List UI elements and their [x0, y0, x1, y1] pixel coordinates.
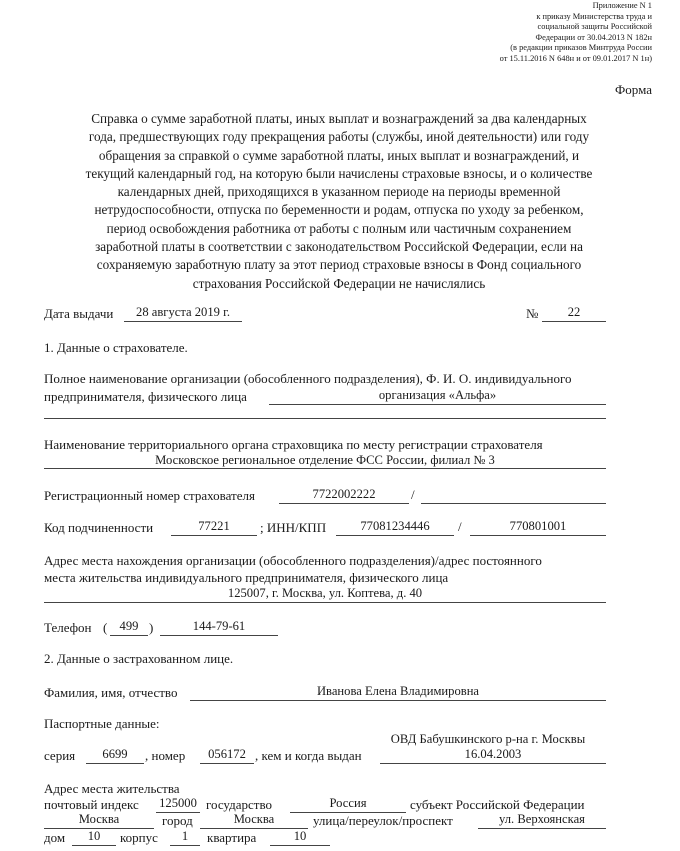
annex-line: к приказу Министерства труда и: [536, 11, 652, 21]
series-value: 6699: [102, 747, 128, 761]
org-name-label-1: Полное наименование организации (обособленного подразделения), Ф. И. О. индивидуального: [44, 371, 572, 386]
phone-label: Телефон: [44, 620, 92, 635]
reg-number-separator: /: [411, 487, 415, 502]
reg-number-label: Регистрационный номер страхователя: [44, 488, 255, 503]
address-underline: [44, 602, 606, 603]
inn-kpp-separator: /: [458, 519, 462, 534]
fio-value: Иванова Елена Владимировна: [316, 684, 480, 698]
issued-by-label: , кем и когда выдан: [255, 748, 362, 763]
annex-line: от 15.11.2016 N 648н и от 09.01.2017 N 1н): [499, 53, 652, 63]
issue-date-value: 28 августа 2019 г.: [136, 305, 230, 319]
house-underline: [72, 845, 116, 846]
series-underline: [86, 763, 144, 764]
section1-heading: 1. Данные о страхователе.: [44, 340, 188, 355]
subordination-code-label: Код подчиненности: [44, 520, 154, 535]
territorial-body-label: Наименование территориального органа страховщика по месту регистрации страхователя: [44, 437, 543, 452]
house-label: дом: [44, 830, 66, 845]
flat-value: 10: [293, 829, 307, 843]
korpus-underline: [170, 845, 200, 846]
fio-label: Фамилия, имя, отчество: [44, 685, 178, 700]
title-line: календарных дней, приходящихся в указанном периоде на периоды временной: [117, 184, 561, 200]
title-line: Справка о сумме заработной платы, иных выплат и вознаграждений за два календарных: [91, 111, 587, 126]
title-line: обращения за справкой о сумме заработной платы, иных выплат и вознаграждений, и: [98, 147, 580, 163]
country-value: Россия: [329, 796, 367, 810]
house-value: 10: [87, 829, 101, 843]
annex-line: Приложение N 1: [592, 1, 652, 10]
subordination-code-underline: [171, 535, 257, 536]
address-value: 125007, г. Москва, ул. Коптева, д. 40: [227, 586, 423, 600]
postcode-label: почтовый индекс: [44, 797, 139, 812]
country-label: государство: [206, 797, 272, 812]
residence-label: Адрес места жительства: [44, 781, 180, 796]
org-name-extra-line: [44, 418, 606, 419]
inn-kpp-label: ; ИНН/КПП: [260, 520, 327, 535]
number-label: , номер: [145, 748, 186, 763]
street-label: улица/переулок/проспект: [313, 813, 453, 828]
reg-number-value: 7722002222: [312, 487, 376, 501]
series-label: серия: [44, 748, 76, 763]
org-name-underline: [269, 404, 606, 405]
org-name-value: организация «Альфа»: [378, 388, 497, 402]
kpp-value: 770801001: [509, 519, 567, 533]
annex-line: Федерации от 30.04.2013 N 182н: [535, 32, 652, 42]
territorial-body-value: Московское региональное отделение ФСС России, филиал № 3: [155, 453, 495, 467]
kpp-underline: [470, 535, 606, 536]
phone-code-close: ): [149, 620, 154, 635]
certificate-number-value: 22: [567, 305, 581, 319]
korpus-label: корпус: [120, 830, 158, 845]
street-underline: [478, 828, 606, 829]
subject-label: субъект Российской Федерации: [410, 797, 585, 812]
issued-date-value: 16.04.2003: [464, 747, 522, 761]
issue-date-label: Дата выдачи: [44, 306, 114, 321]
flat-underline: [270, 845, 330, 846]
passport-number-underline: [200, 763, 254, 764]
reg-number-second-underline: [421, 503, 606, 504]
section2-heading: 2. Данные о застрахованном лице.: [44, 651, 234, 666]
issued-by-value: ОВД Бабушкинского р-на г. Москвы: [390, 732, 586, 746]
title-line: страхования Российской Федерации не начислялись: [192, 275, 486, 291]
document-title: [30, 110, 648, 293]
title-line: нетрудоспособности, отпуска по беременности и родам, отпуска по уходу за ребенком,: [94, 202, 584, 218]
title-line: сохраняемую заработную плату за этот период страховые взносы в Фонд социального: [96, 257, 582, 273]
korpus-value: 1: [181, 829, 189, 843]
phone-number-value: 144-79-61: [192, 619, 246, 633]
territorial-body-underline: [44, 468, 606, 469]
inn-value: 77081234446: [360, 519, 430, 533]
fio-underline: [190, 700, 606, 701]
form-label: Форма: [615, 82, 652, 97]
org-name-label-2: предпринимателя, физического лица: [44, 389, 247, 404]
flat-label: квартира: [207, 830, 257, 845]
passport-number-value: 056172: [208, 747, 246, 761]
title-line: текущий календарный год, на которую были начислены страховые взносы, и о количестве: [85, 165, 593, 181]
inn-underline: [336, 535, 454, 536]
city-value: Москва: [233, 812, 275, 826]
subject-value: Москва: [78, 812, 120, 826]
postcode-value: 125000: [159, 796, 197, 810]
issued-by-underline: [380, 763, 606, 764]
certificate-number-underline: [542, 321, 606, 322]
title-line: заработной платы в соответствии с законодательством Российской Федерации, если на: [95, 239, 583, 255]
reg-number-underline: [279, 503, 409, 504]
title-line: период освобождения работника от работы с полным или частичным сохранением: [106, 220, 572, 236]
address-label-1: Адрес места нахождения организации (обособленного подразделения)/адрес постоянного: [44, 553, 542, 568]
phone-code-underline: [110, 635, 148, 636]
phone-code-open: (: [103, 620, 108, 635]
phone-number-underline: [160, 635, 278, 636]
address-label-2: места жительства индивидуального предпринимателя, физического лица: [44, 570, 449, 585]
passport-label: Паспортные данные:: [44, 716, 160, 731]
annex-line: социальной защиты Российской: [537, 22, 652, 32]
issue-date-underline: [124, 321, 242, 322]
subordination-code-value: 77221: [198, 519, 230, 533]
certificate-number-label: №: [526, 306, 539, 321]
annex-line: (в редакции приказов Минтруда России: [510, 43, 652, 53]
street-value: ул. Верхоянская: [499, 812, 585, 826]
phone-code-value: 499: [119, 619, 139, 633]
city-label: город: [162, 813, 193, 828]
annex-header: [412, 1, 652, 65]
title-line: года, предшествующих году прекращения работы (службы, иной деятельности) или году: [88, 129, 590, 145]
